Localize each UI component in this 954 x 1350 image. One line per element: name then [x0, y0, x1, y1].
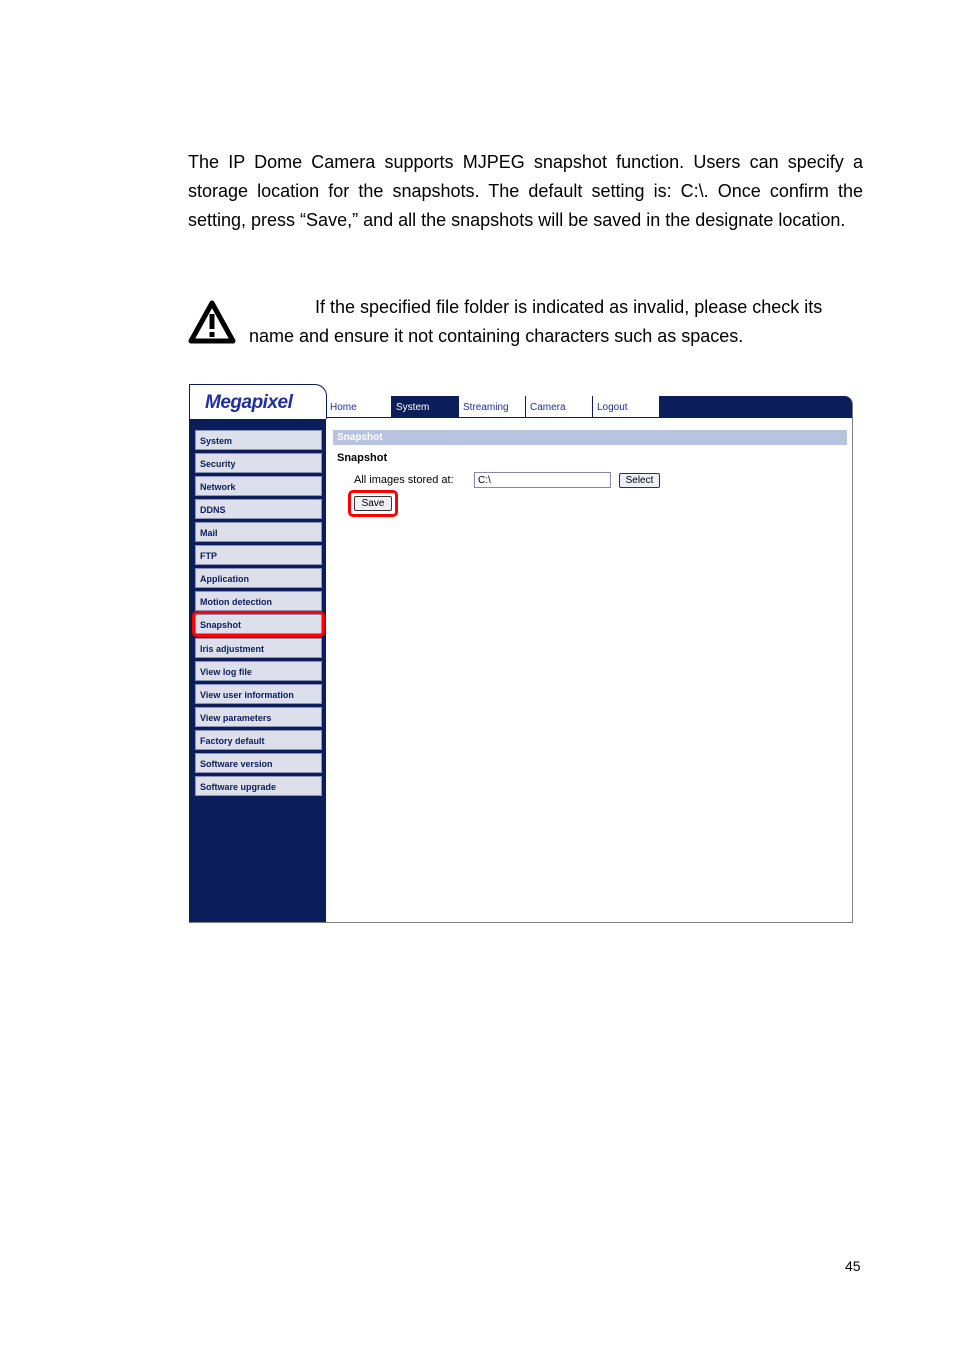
sidebar-item-system[interactable]: System: [195, 430, 322, 450]
screenshot-frame: [189, 384, 853, 922]
save-button[interactable]: Save: [354, 496, 392, 511]
sidebar-item-application[interactable]: Application: [195, 568, 322, 588]
brand-logo: [189, 384, 327, 419]
sidebar-item-iris-adjustment[interactable]: Iris adjustment: [195, 638, 322, 658]
storage-path-label: All images stored at:: [354, 474, 454, 486]
page-number: 45: [845, 1258, 861, 1274]
section-header: Snapshot: [333, 430, 847, 445]
sidebar-item-view-user-information[interactable]: View user information: [195, 684, 322, 704]
tab-home[interactable]: Home: [325, 396, 392, 417]
tab-streaming[interactable]: Streaming: [459, 396, 526, 417]
sidebar: [189, 418, 326, 922]
sidebar-item-factory-default[interactable]: Factory default: [195, 730, 322, 750]
sidebar-item-mail[interactable]: Mail: [195, 522, 322, 542]
storage-path-input[interactable]: [474, 472, 611, 488]
sidebar-item-view-parameters[interactable]: View parameters: [195, 707, 322, 727]
tab-camera[interactable]: Camera: [526, 396, 593, 417]
select-button[interactable]: Select: [619, 473, 660, 488]
sidebar-item-ftp[interactable]: FTP: [195, 545, 322, 565]
sidebar-item-security[interactable]: Security: [195, 453, 322, 473]
sidebar-item-view-log-file[interactable]: View log file: [195, 661, 322, 681]
sidebar-item-snapshot[interactable]: Snapshot: [195, 614, 322, 634]
section-title: Snapshot: [337, 452, 388, 464]
sidebar-item-motion-detection[interactable]: Motion detection: [195, 591, 322, 611]
warning-icon: [188, 300, 236, 344]
sidebar-item-software-upgrade[interactable]: Software upgrade: [195, 776, 322, 796]
intro-paragraph: The IP Dome Camera supports MJPEG snapshot function. Users can specify a storage location for the snapshots. The default setting is: C:\. Once confirm the setting, press “Save,” and all the snapshots will be saved in the designate location.: [188, 152, 863, 230]
tab-logout[interactable]: Logout: [593, 396, 660, 417]
tab-system[interactable]: System: [392, 396, 459, 417]
content-panel: [328, 418, 851, 921]
top-nav: [325, 396, 660, 417]
sidebar-item-software-version[interactable]: Software version: [195, 753, 322, 773]
sidebar-item-ddns[interactable]: DDNS: [195, 499, 322, 519]
sidebar-item-network[interactable]: Network: [195, 476, 322, 496]
brand-text: Megapixel: [205, 392, 293, 413]
note-text: If the specified file folder is indicated as invalid, please check its name and ensure it not containing characters such as spaces.: [249, 297, 823, 346]
